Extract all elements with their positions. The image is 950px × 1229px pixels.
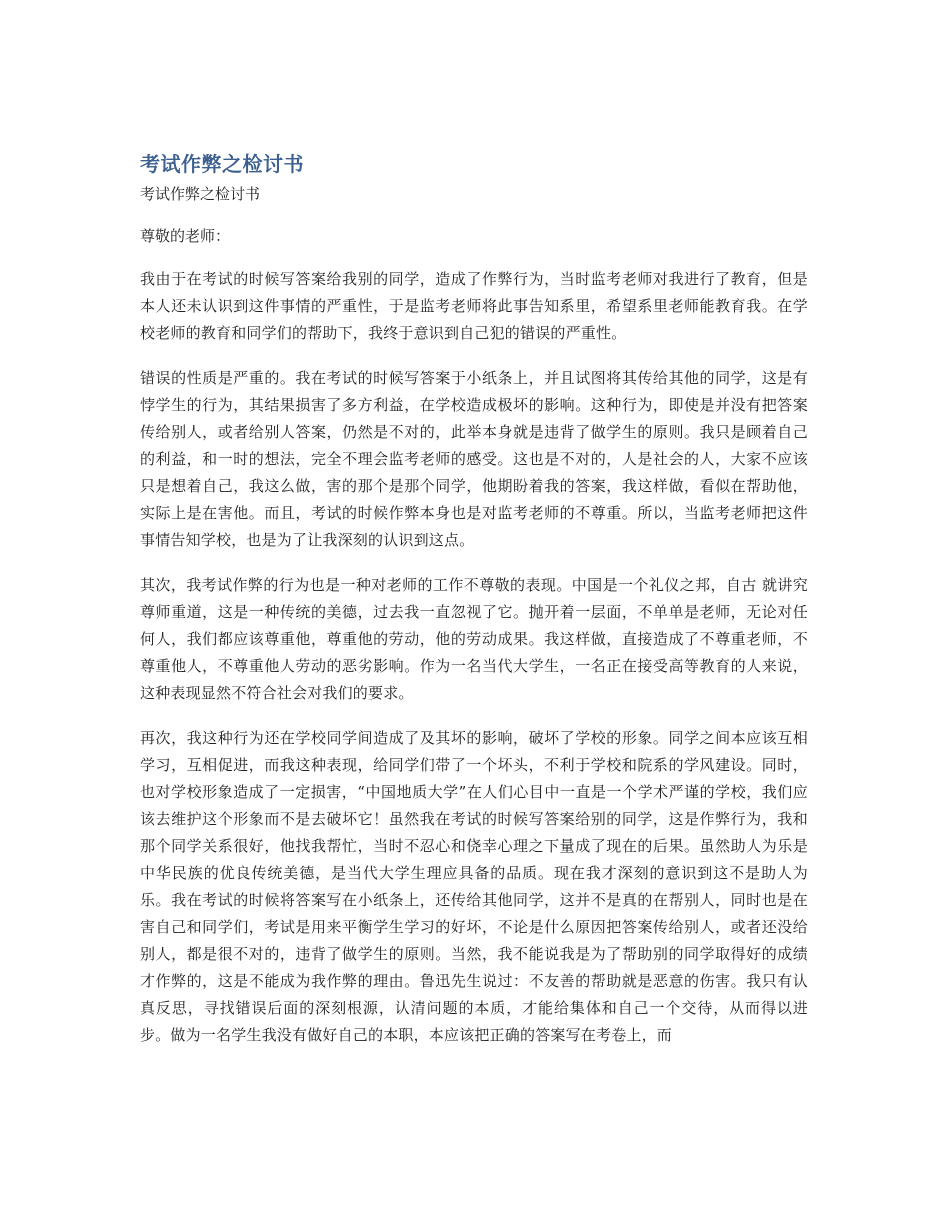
document-subtitle: 考试作弊之检讨书 [140,185,261,203]
document-title: 考试作弊之检讨书 [140,152,304,176]
paragraph-3: 其次，我考试作弊的行为也是一种对老师的工作不尊敬的表现。中国是一个礼仪之邦，自古 就讲究尊师重道，这是一种传统的美德，过去我一直忽视了它。抛开着一层面，不单单是老师，无论对任何人，我们都应该尊重他，尊重他的劳动，他的劳动成果。我这样做，直接造成了不尊重老师，不尊重他人，不尊重他人劳动的恶劣影响。作为一名当代大学生，一名正在接受高等教育的人来说，这种表现显然不符合社会对我们的要求。 [140,576,808,702]
salutation: 尊敬的老师： [140,227,231,245]
paragraph-2: 错误的性质是严重的。我在考试的时候写答案于小纸条上，并且试图将其传给其他的同学，这是有悖学生的行为，其结果损害了多方利益，在学校造成极坏的影响。这种行为，即使是并没有把答案传给别人，或者给别人答案，仍然是不对的，此举本身就是违背了做学生的原则。我只是顾着自己的利益，和一时的想法，完全不理会监考老师的感受。这也是不对的，人是社会的人，大家不应该只是想着自己，我这么做，害的那个是那个同学，他期盼着我的答案，我这样做，看似在帮助他，实际上是在害他。而且，考试的时候作弊本身也是对监考老师的不尊重。所以，当监考老师把这件事情告知学校，也是为了让我深刻的认识到这点。 [140,369,808,549]
document-page [140,150,808,1049]
paragraph-1: 我由于在考试的时候写答案给我别的同学，造成了作弊行为，当时监考老师对我进行了教育，但是本人还未认识到这件事情的严重性，于是监考老师将此事告知系里，希望系里老师能教育我。在学校老师的教育和同学们的帮助下，我终于意识到自己犯的错误的严重性。 [140,270,808,342]
paragraph-4: 再次，我这种行为还在学校同学间造成了及其坏的影响，破坏了学校的形象。同学之间本应该互相学习，互相促进，而我这种表现，给同学们带了一个坏头，不利于学校和院系的学风建设。同时，也对学校形象造成了一定损害，“中国地质大学”在人们心目中一直是一个学术严谨的学校，我们应该去维护这个形象而不是去破坏它！虽然我在考试的时候写答案给别的同学，这是作弊行为，我和那个同学关系很好，他找我帮忙，当时不忍心和侥幸心理之下量成了现在的后果。虽然助人为乐是中华民族的优良传统美德，是当代大学生理应具备的品质。现在我才深刻的意识到这不是助人为乐。我在考试的时候将答案写在小纸条上，还传给其他同学，这并不是真的在帮别人，同时也是在害自己和同学们，考试是用来平衡学生学习的好坏，不论是什么原因把答案传给别人，或者还没给别人，都是很不对的，违背了做学生的原则。当然，我不能说我是为了帮助别的同学取得好的成绩才作弊的，这是不能成为我作弊的理由。鲁迅先生说过：不友善的帮助就是恶意的伤害。我只有认真反思，寻找错误后面的深刻根源，认清问题的本质，才能给集体和自己一个交待，从而得以进步。做为一名学生我没有做好自己的本职，本应该把正确的答案写在考卷上，而 [140,729,808,1044]
